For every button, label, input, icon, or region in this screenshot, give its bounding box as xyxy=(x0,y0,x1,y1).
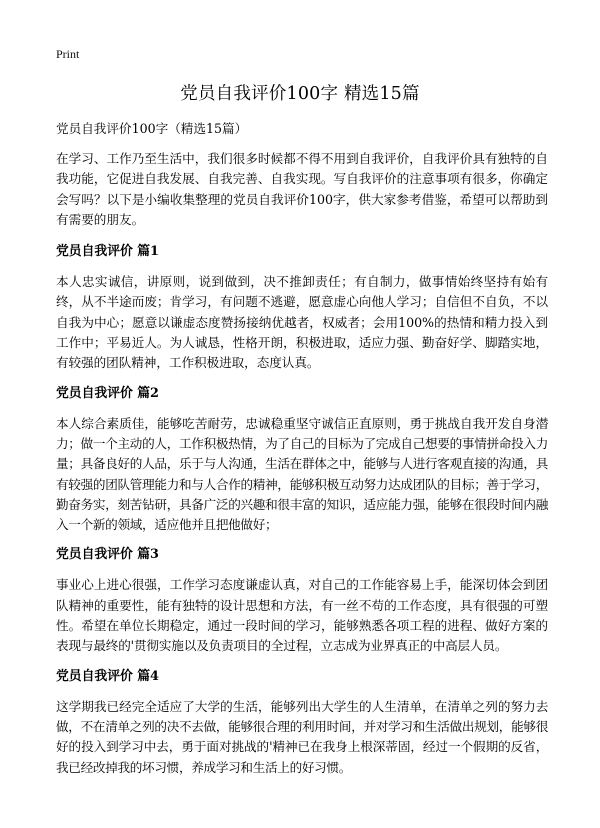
section-body: 本人综合素质佳，能够吃苦耐劳，忠诚稳重坚守诚信正直原则，勇于挑战自我开发自身潜力；做一个主动的人，工作积极热情，为了自己的目标为了完成自己想要的事情拼命投入力量；具备良好的人品，乐于与人沟通，生活在群体之中，能够与人进行客观直接的沟通，具有较强的团队管理能力和与人合作的精神，能够积极互动努力达成团队的目标；善于学习，勤奋务实，刻苦钻研，具备广泛的兴趣和很丰富的知识，适应能力强，能够在很段时间内融入一个新的领域，适应他并且把他做好； xyxy=(56,415,548,533)
section-heading: 党员自我评价 篇2 xyxy=(56,385,159,401)
section-4 xyxy=(56,667,548,778)
page-title: 党员自我评价100字 精选15篇 xyxy=(180,84,420,104)
section-body: 事业心上进心很强，工作学习态度谦虚认真，对自己的工作能容易上手，能深切体会到团队精神的重要性，能有独特的设计思想和方法，有一丝不苟的工作态度，具有很强的可塑性。希望在单位长期稳定，通过一段时间的学习，能够熟悉各项工程的进程、做好方案的表现与最终的'贯彻实施以及负责项目的全过程，立志成为业界真正的中高层人员。 xyxy=(56,577,548,654)
print-link[interactable]: Print xyxy=(56,47,80,61)
intro-paragraph: 在学习、工作乃至生活中，我们很多时候都不得不用到自我评价，自我评价具有独特的自我功能，它促进自我发展、自我完善、自我实现。写自我评价的注意事项有很多，你确定会写吗？以下是小编收集整理的党员自我评价100字，供大家参考借鉴，希望可以帮助到有需要的朋友。 xyxy=(56,151,548,227)
section-body: 本人忠实诚信，讲原则，说到做到，决不推卸责任；有自制力，做事情始终坚持有始有终，从不半途而废；肯学习，有问题不逃避，愿意虚心向他人学习；自信但不自负，不以自我为中心；愿意以谦虚态度赞扬接纳优越者，权威者；会用100%的热情和精力投入到工作中；平易近人。为人诚恳，性格开朗，积极进取，适应力强、勤奋好学、脚踏实地，有较强的团队精神，工作积极进取，态度认真。 xyxy=(56,274,548,371)
section-heading: 党员自我评价 篇1 xyxy=(56,244,159,260)
section-2 xyxy=(56,384,548,536)
section-heading: 党员自我评价 篇4 xyxy=(56,668,159,684)
document-body xyxy=(56,119,548,778)
section-heading: 党员自我评价 篇3 xyxy=(56,547,159,563)
section-body: 这学期我已经完全适应了大学的生活，能够列出大学生的人生清单，在清单之列的努力去做，不在清单之列的决不去做，能够很合理的利用时间，并对学习和生活做出规划，能够很好的投入到学习中去，勇于面对挑战的'精神已在我身上根深蒂固，经过一个假期的反省，我已经改掉我的坏习惯，养成学习和生活上的好习惯。 xyxy=(56,698,548,775)
document-subtitle: 党员自我评价100字（精选15篇） xyxy=(56,121,248,136)
section-1 xyxy=(56,242,548,373)
section-3 xyxy=(56,545,548,656)
